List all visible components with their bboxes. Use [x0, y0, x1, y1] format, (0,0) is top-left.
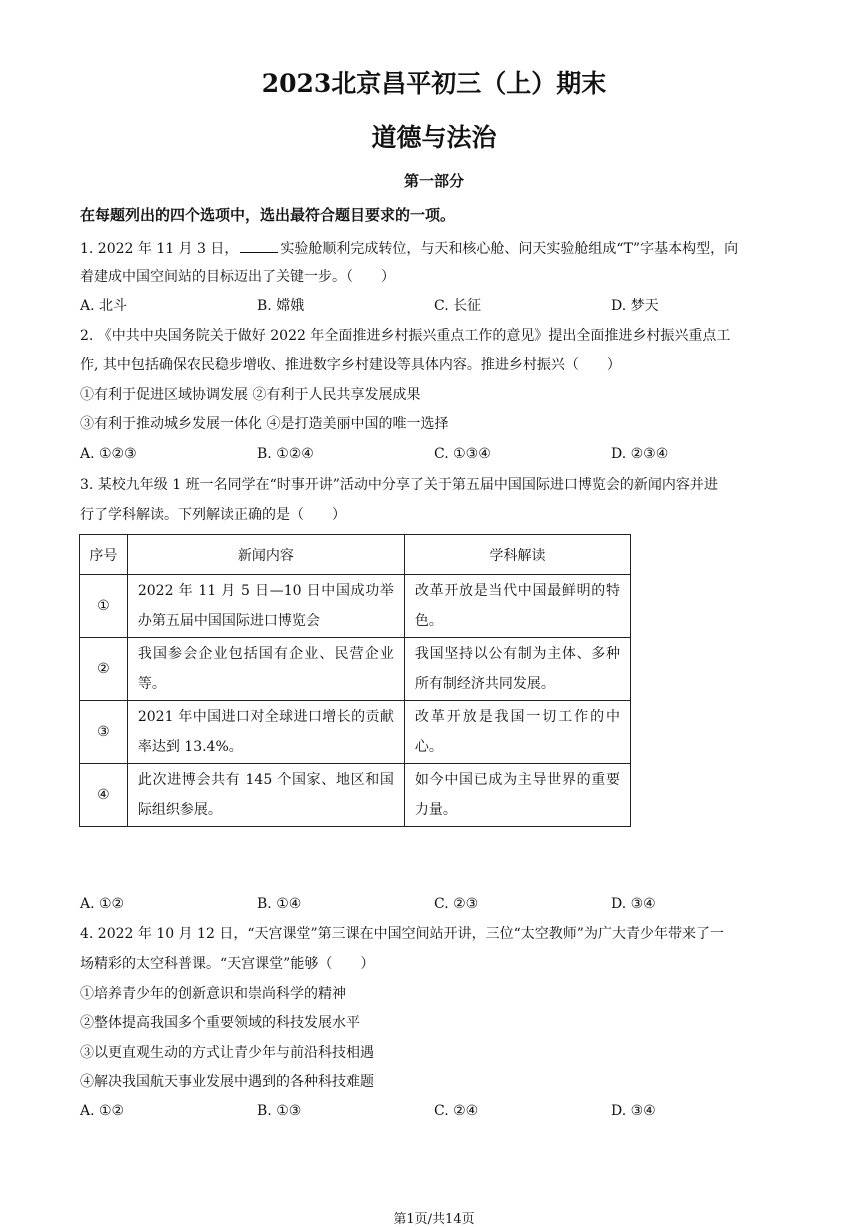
- q1-stem-start: 1. 2022 年 11 月 3 日，: [80, 241, 239, 257]
- row-index: ①: [80, 575, 128, 638]
- row-analysis: 改革开放是我国一切工作的中心。: [404, 701, 630, 764]
- q4-line2: 场精彩的太空科普课。“天宫课堂”能够（ ）: [80, 956, 375, 972]
- q2-statements-2: ③有利于推动城乡发展一体化 ④是打造美丽中国的唯一选择: [80, 416, 449, 432]
- section-heading: 第一部分: [403, 172, 464, 190]
- header-index: 序号: [80, 535, 128, 575]
- q3-option-d: D. ③④: [611, 896, 656, 912]
- q3-line2: 行了学科解读。下列解读正确的是（ ）: [80, 507, 346, 523]
- q1-option-b: B. 嫦娥: [257, 298, 305, 314]
- table-row: [80, 764, 631, 827]
- q4-statement-1: ①培养青少年的创新意识和崇尚科学的精神: [80, 986, 346, 1002]
- row-index: ③: [80, 701, 128, 764]
- q4-statement-2: ②整体提高我国多个重要领域的科技发展水平: [80, 1015, 360, 1031]
- row-analysis: 改革开放是当代中国最鲜明的特色。: [404, 575, 630, 638]
- q2-option-a: A. ①②③: [80, 446, 137, 462]
- q4-option-d: D. ③④: [611, 1103, 656, 1119]
- row-news: 我国参会企业包括国有企业、民营企业等。: [127, 638, 404, 701]
- q3-option-a: A. ①②: [80, 896, 125, 912]
- q3-line1: 3. 某校九年级 1 班一名同学在“时事开讲”活动中分享了关于第五届中国国际进口博览会的新闻内容并进: [80, 477, 718, 493]
- q1-line1: [80, 240, 738, 256]
- row-analysis: 我国坚持以公有制为主体、多种所有制经济共同发展。: [404, 638, 630, 701]
- news-table: [79, 534, 631, 827]
- row-index: ②: [80, 638, 128, 701]
- table-row: [80, 701, 631, 764]
- q4-statement-4: ④解决我国航天事业发展中遇到的各种科技难题: [80, 1074, 374, 1090]
- row-analysis: 如今中国已成为主导世界的重要力量。: [404, 764, 630, 827]
- q2-line1: 2. 《中共中央国务院关于做好 2022 年全面推进乡村振兴重点工作的意见》提出全面推进乡村振兴重点工: [80, 328, 731, 344]
- page-number: 第1页/共14页: [393, 1212, 475, 1227]
- q4-line1: 4. 2022 年 10 月 12 日，“天宫课堂”第三课在中国空间站开讲，三位“太空教师”为广大青少年带来了一: [80, 926, 724, 942]
- q4-statement-3: ③以更直观生动的方式让青少年与前沿科技相遇: [80, 1045, 374, 1061]
- q2-line2: 作, 其中包括确保农民稳步增收、推进数字乡村建设等具体内容。推进乡村振兴（ ）: [80, 357, 621, 373]
- q2-option-c: C. ①③④: [434, 446, 491, 462]
- q2-option-b: B. ①②④: [257, 446, 314, 462]
- header-news: 新闻内容: [127, 535, 404, 575]
- row-news: 2022 年 11 月 5 日—10 日中国成功举办第五届中国国际进口博览会: [127, 575, 404, 638]
- q1-blank: [240, 240, 278, 253]
- q1-option-d: D. 梦天: [611, 298, 659, 314]
- q4-option-c: C. ②④: [434, 1103, 479, 1119]
- q1-option-a: A. 北斗: [80, 298, 128, 314]
- row-index: ④: [80, 764, 128, 827]
- q4-option-a: A. ①②: [80, 1103, 125, 1119]
- q2-statements-1: ①有利于促进区域协调发展 ②有利于人民共享发展成果: [80, 387, 421, 403]
- q3-option-b: B. ①④: [257, 896, 302, 912]
- q2-option-d: D. ②③④: [611, 446, 669, 462]
- row-news: 此次进博会共有 145 个国家、地区和国际组织参展。: [127, 764, 404, 827]
- q4-option-b: B. ①③: [257, 1103, 302, 1119]
- q1-line2: 着建成中国空间站的目标迈出了关键一步。（ ）: [80, 269, 395, 285]
- row-news: 2021 年中国进口对全球进口增长的贡献率达到 13.4%。: [127, 701, 404, 764]
- q3-option-c: C. ②③: [434, 896, 479, 912]
- table-header-row: [80, 535, 631, 575]
- subject-title: 道德与法治: [371, 123, 497, 152]
- table-row: [80, 638, 631, 701]
- q1-option-c: C. 长征: [434, 298, 482, 314]
- instruction-text: 在每题列出的四个选项中，选出最符合题目要求的一项。: [80, 206, 456, 224]
- exam-title: 2023北京昌平初三（上）期末: [261, 69, 607, 98]
- q1-stem-end: 实验舱顺利完成转位，与天和核心舱、问天实验舱组成“T”字基本构型，向: [280, 241, 739, 257]
- table-row: [80, 575, 631, 638]
- header-analysis: 学科解读: [404, 535, 630, 575]
